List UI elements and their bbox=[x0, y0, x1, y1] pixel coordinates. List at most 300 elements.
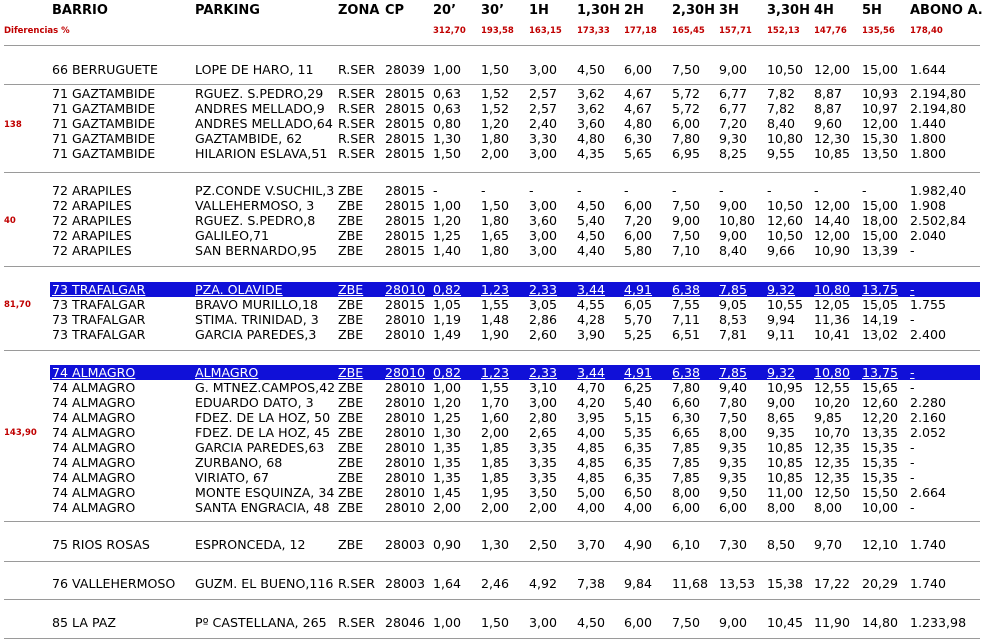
header-price-5h: 5H bbox=[862, 3, 882, 18]
price-cell: 3,35 bbox=[529, 470, 558, 485]
barrio-cell: 74 ALMAGRO bbox=[52, 500, 136, 515]
price-cell: 10,85 bbox=[767, 455, 804, 470]
price-cell: 5,35 bbox=[624, 425, 653, 440]
abono-cell: - bbox=[910, 455, 915, 470]
price-cell: 7,50 bbox=[672, 615, 701, 630]
price-cell: 7,50 bbox=[672, 198, 701, 213]
price-cell: 1,35 bbox=[433, 440, 462, 455]
price-cell: 15,50 bbox=[862, 485, 899, 500]
diferencias-value: 165,45 bbox=[672, 26, 705, 36]
price-cell: 2,57 bbox=[529, 101, 558, 116]
price-cell: 4,92 bbox=[529, 576, 558, 591]
price-cell: 1,65 bbox=[481, 228, 510, 243]
price-cell: 1,80 bbox=[481, 131, 510, 146]
price-cell: 10,55 bbox=[767, 297, 804, 312]
price-cell: 3,90 bbox=[577, 327, 606, 342]
price-cell: 2,00 bbox=[481, 425, 510, 440]
price-cell: 2,60 bbox=[529, 327, 558, 342]
diferencias-value: 135,56 bbox=[862, 26, 895, 36]
abono-cell: 2.194,80 bbox=[910, 101, 967, 116]
price-cell: 3,10 bbox=[529, 380, 558, 395]
price-cell: 1,64 bbox=[433, 576, 462, 591]
table-row bbox=[50, 537, 980, 552]
price-cell: 13,75 bbox=[862, 365, 899, 380]
price-cell: 9,70 bbox=[814, 537, 843, 552]
price-cell: 7,38 bbox=[577, 576, 606, 591]
zona-cell: ZBE bbox=[338, 485, 364, 500]
price-cell: 7,85 bbox=[672, 455, 701, 470]
price-cell: 7,50 bbox=[672, 228, 701, 243]
price-cell: 6,35 bbox=[624, 470, 653, 485]
price-cell: 3,00 bbox=[529, 243, 558, 258]
cp-cell: 28010 bbox=[385, 327, 426, 342]
abono-cell: - bbox=[910, 243, 915, 258]
price-cell: 2,86 bbox=[529, 312, 558, 327]
cp-cell: 28003 bbox=[385, 537, 426, 552]
barrio-cell: 73 TRAFALGAR bbox=[52, 297, 146, 312]
price-cell: 9,35 bbox=[719, 470, 748, 485]
price-cell: 3,62 bbox=[577, 86, 606, 101]
barrio-cell: 72 ARAPILES bbox=[52, 228, 132, 243]
abono-cell: 2.280 bbox=[910, 395, 947, 410]
barrio-cell: 85 LA PAZ bbox=[52, 615, 116, 630]
price-cell: 12,60 bbox=[862, 395, 899, 410]
price-cell: 1,25 bbox=[433, 228, 462, 243]
cp-cell: 28010 bbox=[385, 395, 426, 410]
price-cell: 4,50 bbox=[577, 615, 606, 630]
price-cell: 9,55 bbox=[767, 146, 796, 161]
table-row bbox=[50, 213, 980, 228]
price-cell: 13,50 bbox=[862, 146, 899, 161]
table-row bbox=[50, 615, 980, 630]
price-cell: 8,25 bbox=[719, 146, 748, 161]
price-cell: 12,10 bbox=[862, 537, 899, 552]
price-cell: 15,38 bbox=[767, 576, 804, 591]
price-cell: 1,48 bbox=[481, 312, 510, 327]
barrio-cell: 74 ALMAGRO bbox=[52, 380, 136, 395]
zona-cell: ZBE bbox=[338, 395, 364, 410]
price-cell: 1,20 bbox=[481, 116, 510, 131]
parking-cell: ALMAGRO bbox=[195, 365, 259, 380]
price-cell: 6,00 bbox=[719, 500, 748, 515]
price-cell: 10,80 bbox=[719, 213, 756, 228]
barrio-cell: 74 ALMAGRO bbox=[52, 410, 136, 425]
price-cell: 7,80 bbox=[672, 380, 701, 395]
price-cell: 15,00 bbox=[862, 198, 899, 213]
price-cell: 3,35 bbox=[529, 455, 558, 470]
price-cell: 6,00 bbox=[624, 615, 653, 630]
parking-cell: GUZM. EL BUENO,116 bbox=[195, 576, 334, 591]
price-cell: 3,00 bbox=[529, 146, 558, 161]
price-cell: 1,40 bbox=[433, 243, 462, 258]
diferencias-value: 157,71 bbox=[719, 26, 752, 36]
price-cell: 4,70 bbox=[577, 380, 606, 395]
zona-cell: R.SER bbox=[338, 86, 376, 101]
price-cell: 5,40 bbox=[624, 395, 653, 410]
price-cell: 13,39 bbox=[862, 243, 899, 258]
price-cell: 1,95 bbox=[481, 485, 510, 500]
price-cell: 7,80 bbox=[672, 131, 701, 146]
price-cell: 5,25 bbox=[624, 327, 653, 342]
price-cell: 3,50 bbox=[529, 485, 558, 500]
price-cell: 9,00 bbox=[767, 395, 796, 410]
price-cell: 8,53 bbox=[719, 312, 748, 327]
price-cell: 1,20 bbox=[433, 395, 462, 410]
price-cell: 4,67 bbox=[624, 101, 653, 116]
price-cell: 3,35 bbox=[529, 440, 558, 455]
abono-cell: - bbox=[910, 312, 915, 327]
parking-cell: VALLEHERMOSO, 3 bbox=[195, 198, 315, 213]
barrio-cell: 73 TRAFALGAR bbox=[52, 312, 146, 327]
price-cell: 10,50 bbox=[767, 228, 804, 243]
zona-cell: ZBE bbox=[338, 365, 364, 380]
parking-cell: FDEZ. DE LA HOZ, 50 bbox=[195, 410, 331, 425]
barrio-cell: 74 ALMAGRO bbox=[52, 395, 136, 410]
price-cell: 4,28 bbox=[577, 312, 606, 327]
zona-cell: ZBE bbox=[338, 455, 364, 470]
barrio-cell: 73 TRAFALGAR bbox=[52, 282, 146, 297]
header-price-2-30h: 2,30H bbox=[672, 3, 715, 18]
table-row bbox=[50, 228, 980, 243]
zona-cell: R.SER bbox=[338, 101, 376, 116]
zona-cell: ZBE bbox=[338, 327, 364, 342]
cp-cell: 28010 bbox=[385, 282, 426, 297]
abono-cell: 1.440 bbox=[910, 116, 947, 131]
price-cell: 6,50 bbox=[624, 485, 653, 500]
price-cell: 1,05 bbox=[433, 297, 462, 312]
price-cell: 9,35 bbox=[767, 425, 796, 440]
price-cell: 11,36 bbox=[814, 312, 851, 327]
barrio-cell: 74 ALMAGRO bbox=[52, 470, 136, 485]
price-cell: 3,95 bbox=[577, 410, 606, 425]
cp-cell: 28015 bbox=[385, 198, 426, 213]
price-cell: 4,50 bbox=[577, 198, 606, 213]
cp-cell: 28015 bbox=[385, 213, 426, 228]
price-cell: 4,91 bbox=[624, 365, 653, 380]
price-cell: 6,38 bbox=[672, 365, 701, 380]
price-cell: 7,81 bbox=[719, 327, 748, 342]
price-cell: 3,60 bbox=[577, 116, 606, 131]
price-cell: 1,35 bbox=[433, 470, 462, 485]
price-cell: 9,35 bbox=[719, 455, 748, 470]
diferencias-value: 178,40 bbox=[910, 26, 943, 36]
abono-cell: 1.982,40 bbox=[910, 183, 967, 198]
price-cell: 1,23 bbox=[481, 282, 510, 297]
parking-cell: MONTE ESQUINZA, 34 bbox=[195, 485, 335, 500]
zona-cell: ZBE bbox=[338, 213, 364, 228]
price-cell: 6,25 bbox=[624, 380, 653, 395]
price-cell: 2,33 bbox=[529, 365, 558, 380]
diferencias-value: 163,15 bbox=[529, 26, 562, 36]
abono-cell: 1.800 bbox=[910, 146, 947, 161]
price-cell: 12,35 bbox=[814, 455, 851, 470]
price-cell: 6,00 bbox=[624, 228, 653, 243]
header-price-30: 30’ bbox=[481, 3, 505, 18]
price-cell: 1,80 bbox=[481, 243, 510, 258]
cp-cell: 28010 bbox=[385, 440, 426, 455]
price-cell: 12,50 bbox=[814, 485, 851, 500]
price-cell: 6,10 bbox=[672, 537, 701, 552]
zona-cell: ZBE bbox=[338, 183, 364, 198]
price-cell: 9,94 bbox=[767, 312, 796, 327]
price-cell: 1,45 bbox=[433, 485, 462, 500]
table-row bbox=[50, 500, 980, 515]
price-cell: 7,20 bbox=[719, 116, 748, 131]
price-cell: 3,44 bbox=[577, 282, 606, 297]
price-cell: 8,87 bbox=[814, 86, 843, 101]
price-cell: 5,65 bbox=[624, 146, 653, 161]
price-cell: 10,85 bbox=[767, 470, 804, 485]
price-cell: 2,50 bbox=[529, 537, 558, 552]
abono-cell: 2.502,84 bbox=[910, 213, 967, 228]
price-cell: 1,00 bbox=[433, 615, 462, 630]
parking-cell: EDUARDO DATO, 3 bbox=[195, 395, 314, 410]
price-cell: 9,11 bbox=[767, 327, 796, 342]
table-row bbox=[50, 297, 980, 312]
price-cell: 15,05 bbox=[862, 297, 899, 312]
table-row bbox=[50, 440, 980, 455]
price-cell: 1,50 bbox=[481, 615, 510, 630]
price-cell: 6,05 bbox=[624, 297, 653, 312]
price-cell: 2,00 bbox=[529, 500, 558, 515]
price-cell: 10,85 bbox=[814, 146, 851, 161]
barrio-cell: 72 ARAPILES bbox=[52, 213, 132, 228]
zona-cell: ZBE bbox=[338, 425, 364, 440]
price-cell: 7,20 bbox=[624, 213, 653, 228]
cp-cell: 28015 bbox=[385, 297, 426, 312]
price-cell: 5,00 bbox=[577, 485, 606, 500]
table-row bbox=[50, 312, 980, 327]
table-row bbox=[50, 101, 980, 116]
price-cell: 1,30 bbox=[433, 131, 462, 146]
parking-cell: ANDRES MELLADO,64 bbox=[195, 116, 333, 131]
parking-cell: ZURBANO, 68 bbox=[195, 455, 283, 470]
price-cell: - bbox=[719, 183, 724, 198]
price-cell: 1,19 bbox=[433, 312, 462, 327]
table-row bbox=[50, 282, 980, 297]
table-row bbox=[50, 455, 980, 470]
cp-cell: 28010 bbox=[385, 380, 426, 395]
price-cell: 4,85 bbox=[577, 470, 606, 485]
price-cell: 4,91 bbox=[624, 282, 653, 297]
group-diff-label-trafalgar: 81,70 bbox=[4, 300, 31, 310]
price-cell: 7,80 bbox=[719, 395, 748, 410]
abono-cell: - bbox=[910, 440, 915, 455]
price-cell: 3,00 bbox=[529, 615, 558, 630]
price-cell: 8,40 bbox=[719, 243, 748, 258]
barrio-cell: 72 ARAPILES bbox=[52, 183, 132, 198]
price-cell: 1,20 bbox=[433, 213, 462, 228]
price-cell: 12,55 bbox=[814, 380, 851, 395]
parking-cell: STIMA. TRINIDAD, 3 bbox=[195, 312, 319, 327]
price-cell: 0,63 bbox=[433, 86, 462, 101]
cp-cell: 28010 bbox=[385, 470, 426, 485]
cp-cell: 28010 bbox=[385, 365, 426, 380]
parking-cell: PZ.CONDE V.SUCHIL,3 bbox=[195, 183, 335, 198]
price-cell: 9,50 bbox=[719, 485, 748, 500]
price-cell: 9,60 bbox=[814, 116, 843, 131]
table-row bbox=[50, 380, 980, 395]
price-cell: 7,11 bbox=[672, 312, 701, 327]
cp-cell: 28010 bbox=[385, 410, 426, 425]
barrio-cell: 74 ALMAGRO bbox=[52, 425, 136, 440]
abono-cell: 2.160 bbox=[910, 410, 947, 425]
table-row bbox=[50, 410, 980, 425]
divider bbox=[4, 521, 980, 522]
price-cell: 7,30 bbox=[719, 537, 748, 552]
price-cell: 2,00 bbox=[433, 500, 462, 515]
abono-cell: - bbox=[910, 500, 915, 515]
price-cell: 3,30 bbox=[529, 131, 558, 146]
price-cell: - bbox=[529, 183, 534, 198]
price-cell: 7,10 bbox=[672, 243, 701, 258]
table-row bbox=[50, 470, 980, 485]
barrio-cell: 72 ARAPILES bbox=[52, 243, 132, 258]
cp-cell: 28010 bbox=[385, 500, 426, 515]
abono-cell: 2.400 bbox=[910, 327, 947, 342]
price-cell: 17,22 bbox=[814, 576, 851, 591]
price-cell: 8,00 bbox=[767, 500, 796, 515]
price-cell: 1,23 bbox=[481, 365, 510, 380]
price-cell: 1,55 bbox=[481, 297, 510, 312]
price-cell: 9,40 bbox=[719, 380, 748, 395]
zona-cell: ZBE bbox=[338, 500, 364, 515]
table-row bbox=[50, 62, 980, 77]
price-cell: 15,65 bbox=[862, 380, 899, 395]
price-cell: 1,90 bbox=[481, 327, 510, 342]
price-cell: 13,02 bbox=[862, 327, 899, 342]
price-cell: 4,00 bbox=[624, 500, 653, 515]
group-diff-label-almagro: 143,90 bbox=[4, 428, 37, 438]
price-cell: 8,00 bbox=[719, 425, 748, 440]
barrio-cell: 71 GAZTAMBIDE bbox=[52, 146, 156, 161]
price-cell: 11,68 bbox=[672, 576, 709, 591]
divider bbox=[4, 561, 980, 562]
parking-cell: GARCIA PAREDES,3 bbox=[195, 327, 317, 342]
price-cell: 4,55 bbox=[577, 297, 606, 312]
price-cell: 7,85 bbox=[672, 470, 701, 485]
table-row bbox=[50, 243, 980, 258]
price-cell: 3,05 bbox=[529, 297, 558, 312]
price-cell: 9,85 bbox=[814, 410, 843, 425]
abono-cell: 2.052 bbox=[910, 425, 947, 440]
price-cell: 7,85 bbox=[719, 282, 748, 297]
divider bbox=[4, 172, 980, 173]
price-cell: 4,85 bbox=[577, 440, 606, 455]
barrio-cell: 74 ALMAGRO bbox=[52, 485, 136, 500]
group-diff-label-gaztambide: 138 bbox=[4, 120, 22, 130]
price-cell: 1,50 bbox=[481, 62, 510, 77]
table-row bbox=[50, 131, 980, 146]
parking-cell: GAZTAMBIDE, 62 bbox=[195, 131, 303, 146]
price-cell: 1,80 bbox=[481, 213, 510, 228]
abono-cell: 2.040 bbox=[910, 228, 947, 243]
price-cell: 6,38 bbox=[672, 282, 701, 297]
cp-cell: 28015 bbox=[385, 101, 426, 116]
parking-cell: FDEZ. DE LA HOZ, 45 bbox=[195, 425, 331, 440]
cp-cell: 28003 bbox=[385, 576, 426, 591]
price-cell: 6,77 bbox=[719, 86, 748, 101]
price-cell: 10,93 bbox=[862, 86, 899, 101]
table-row bbox=[50, 365, 980, 380]
price-cell: 10,80 bbox=[814, 365, 851, 380]
price-cell: 20,29 bbox=[862, 576, 899, 591]
price-cell: 4,80 bbox=[577, 131, 606, 146]
price-cell: 8,65 bbox=[767, 410, 796, 425]
zona-cell: ZBE bbox=[338, 410, 364, 425]
price-cell: 15,30 bbox=[862, 131, 899, 146]
price-cell: - bbox=[814, 183, 819, 198]
parking-cell: GARCIA PAREDES,63 bbox=[195, 440, 325, 455]
price-cell: 14,19 bbox=[862, 312, 899, 327]
price-cell: 6,00 bbox=[672, 116, 701, 131]
cp-cell: 28015 bbox=[385, 183, 426, 198]
price-cell: 10,45 bbox=[767, 615, 804, 630]
abono-cell: 1.755 bbox=[910, 297, 947, 312]
price-cell: 12,60 bbox=[767, 213, 804, 228]
price-cell: 1,49 bbox=[433, 327, 462, 342]
abono-cell: 1.740 bbox=[910, 576, 947, 591]
price-cell: 10,90 bbox=[814, 243, 851, 258]
price-cell: 1,00 bbox=[433, 62, 462, 77]
zona-cell: ZBE bbox=[338, 440, 364, 455]
price-cell: 8,50 bbox=[767, 537, 796, 552]
parking-cell: ESPRONCEDA, 12 bbox=[195, 537, 306, 552]
abono-cell: 1.233,98 bbox=[910, 615, 967, 630]
zona-cell: R.SER bbox=[338, 116, 376, 131]
price-cell: 0,82 bbox=[433, 282, 462, 297]
parking-cell: SAN BERNARDO,95 bbox=[195, 243, 318, 258]
price-cell: 1,30 bbox=[481, 537, 510, 552]
group-diff-label-arapiles: 40 bbox=[4, 216, 16, 226]
price-cell: 4,00 bbox=[577, 425, 606, 440]
barrio-cell: 71 GAZTAMBIDE bbox=[52, 116, 156, 131]
price-cell: 4,00 bbox=[577, 500, 606, 515]
price-cell: 3,60 bbox=[529, 213, 558, 228]
price-cell: 13,75 bbox=[862, 282, 899, 297]
divider bbox=[4, 266, 980, 267]
header-price-4h: 4H bbox=[814, 3, 834, 18]
price-cell: 7,85 bbox=[672, 440, 701, 455]
barrio-cell: 74 ALMAGRO bbox=[52, 440, 136, 455]
table-row bbox=[50, 86, 980, 101]
price-cell: 1,30 bbox=[433, 425, 462, 440]
price-cell: 5,72 bbox=[672, 101, 701, 116]
price-cell: 5,80 bbox=[624, 243, 653, 258]
price-cell: 0,82 bbox=[433, 365, 462, 380]
price-cell: 2,00 bbox=[481, 500, 510, 515]
abono-cell: 1.740 bbox=[910, 537, 947, 552]
price-cell: 10,50 bbox=[767, 62, 804, 77]
abono-cell: 2.664 bbox=[910, 485, 947, 500]
price-cell: 1,52 bbox=[481, 101, 510, 116]
price-cell: - bbox=[624, 183, 629, 198]
diferencias-value: 193,58 bbox=[481, 26, 514, 36]
price-cell: 3,00 bbox=[529, 228, 558, 243]
header-zona: ZONA bbox=[338, 3, 380, 18]
price-cell: 2,33 bbox=[529, 282, 558, 297]
price-cell: 9,05 bbox=[719, 297, 748, 312]
cp-cell: 28046 bbox=[385, 615, 426, 630]
price-cell: 9,32 bbox=[767, 365, 796, 380]
price-cell: 9,84 bbox=[624, 576, 653, 591]
table-row bbox=[50, 198, 980, 213]
cp-cell: 28015 bbox=[385, 243, 426, 258]
price-cell: 4,85 bbox=[577, 455, 606, 470]
parking-cell: VIRIATO, 67 bbox=[195, 470, 270, 485]
divider bbox=[4, 84, 980, 85]
price-cell: - bbox=[672, 183, 677, 198]
